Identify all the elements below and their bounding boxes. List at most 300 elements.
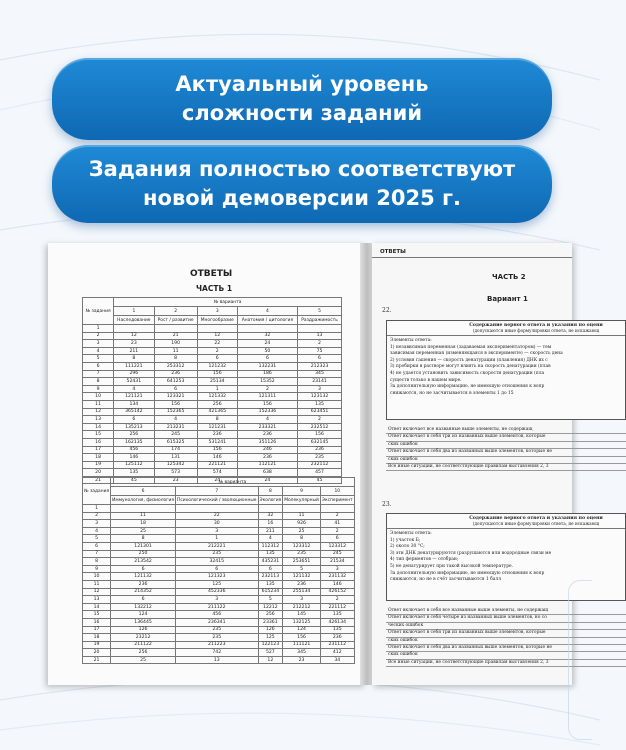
table-cell: 345 [298,370,342,378]
table-cell: 3 [283,596,321,604]
table-row [83,325,342,333]
variant-name: Психологический / эволюционные [177,497,257,503]
table-cell: 232113 [258,573,283,581]
table-cell: 255134 [283,588,321,596]
table-cell: 1 [83,325,114,333]
banner-line: новой демоверсии 2025 г. [143,186,461,210]
table-cell: 641253 [154,378,197,386]
table-cell: 4 [83,527,111,535]
table-cell: 211 [258,527,283,535]
table-cell: 233321 [237,423,297,431]
table-cell: 121132 [283,573,321,581]
table-row [83,527,355,535]
table-row [83,355,342,363]
open-book [48,243,603,685]
table-cell: 135213 [114,423,154,431]
table-row [83,580,355,588]
table-cell: 14 [83,603,111,611]
table-row [83,431,342,439]
table-cell: 253312 [154,362,197,370]
table-cell: 23 [114,340,154,348]
answer-element-line: 3) эти ДНК денатурируются (разрушаются или водородные связи ме [390,550,552,556]
table-cell: 8 [114,355,154,363]
table-cell: 10 [83,573,111,581]
variant-name: Наследование [114,316,154,325]
group-header: № варианта [111,478,355,487]
table-cell: 8 [111,535,176,543]
criteria-line: Ответ включает в себя все названные выше элементы, не содержащ [386,608,626,615]
right-page [372,243,603,685]
table-cell: 6 [197,355,237,363]
table-cell: 121301 [111,542,176,550]
banner-line: сложности заданий [181,101,423,125]
table-cell: 125342 [154,461,197,469]
table-cell: 13 [298,332,342,340]
table-cell: 221112 [320,603,354,611]
table-cell: 2 [298,416,342,424]
table-cell: 45 [298,476,342,484]
table-cell: 146 [320,580,354,588]
table-row [83,618,355,626]
table-cell: 121311 [237,393,297,401]
table-cell: 22 [176,512,258,520]
table-cell: 25 [283,527,321,535]
criteria-line: Ответ включает в себя два из названных выше элементов, которые не [386,449,626,456]
table-cell: 236 [197,431,237,439]
table-cell: 156 [283,634,321,642]
table-cell: 16 [258,520,283,528]
table-cell: 426134 [320,618,354,626]
table-cell: 15 [83,431,114,439]
table-cell: 132212 [111,603,176,611]
row-header: № задания [83,478,111,505]
variant-number: 4 [237,307,297,316]
table-cell: 2 [320,527,354,535]
table-cell: 4 [154,416,197,424]
table-cell: 365142 [114,408,154,416]
table-cell: 212212 [283,603,321,611]
box-subtitle: (допускаются иные формулировки ответа, не искажающ [387,521,625,529]
table-cell: 632145 [298,438,342,446]
table-cell: 9 [83,565,111,573]
table-cell: 211223 [176,641,258,649]
answer-element-line: снижаются, но не засчитывается в элементы 1 до 15 [390,390,514,396]
table-cell: 231132 [320,573,354,581]
table-cell: 6 [154,385,197,393]
table-cell: 235 [176,550,258,558]
table-cell: 122123 [258,641,283,649]
table-cell: 12212 [258,603,283,611]
table-row [83,626,355,634]
table-cell [114,325,154,333]
variant-name: Рост / развитие [154,316,197,325]
table-cell: 296 [114,370,154,378]
table-cell: 124 [283,626,321,634]
table-cell: 23361 [258,618,283,626]
criteria-line: ских ошибок [386,457,626,464]
answers-table-part2 [82,477,355,664]
table-row [83,408,342,416]
table-cell: 11 [154,347,197,355]
table-row [83,535,355,543]
variant-number: 7 [176,487,258,496]
table-cell: 132231 [237,362,297,370]
criteria-line: Ответ включает в себя два из названных выше элементов, которые не [386,645,626,652]
table-cell: 235 [176,634,258,642]
table-cell [258,505,283,513]
background-decoration [568,580,592,740]
table-cell: 345 [283,649,321,657]
table-row [83,641,355,649]
table-cell: 256 [114,431,154,439]
table-cell: 3 [176,527,258,535]
table-cell: 3 [83,340,114,348]
part2-title: ЧАСТЬ 2 [492,273,526,281]
table-row [83,393,342,401]
table-row [83,573,355,581]
table-cell: 531241 [197,438,237,446]
variant-number: 2 [154,307,197,316]
table-cell: 15352 [237,378,297,386]
table-cell: 8 [283,535,321,543]
criteria-line: Ответ включает все названные выше элементы, не содержащ [386,427,626,434]
table-cell: 16 [83,618,111,626]
table-cell: 156 [298,431,342,439]
table-cell: 236 [237,454,297,462]
variant-number: 6 [111,487,176,496]
criteria-line: Ответ включает в себя три из названных выше элементов, которые [386,630,626,637]
variant-name: Многообразие [197,316,237,325]
table-row [83,520,355,528]
table-cell: 236 [298,446,342,454]
table-cell: 236 [283,580,321,588]
table-cell: 15 [83,611,111,619]
table-row [83,565,355,573]
table-cell: 250 [111,550,176,558]
table-row [83,461,342,469]
table-cell: 75 [298,347,342,355]
table-cell: 2 [237,385,297,393]
table-row [83,416,342,424]
table-row [83,347,342,355]
table-row [83,332,342,340]
answer-element-line: Элементы ответа: [390,338,432,343]
table-row [83,362,342,370]
table-row [83,340,342,348]
table-cell: 19 [83,641,111,649]
criteria-line: Все иные ситуации, не соответствующие правилам выставления 2, 3 [386,464,626,471]
table-cell: 16 [83,438,114,446]
table-cell: 9 [83,385,114,393]
variant-number: 3 [197,307,237,316]
table-cell: 211 [114,347,154,355]
table-row [83,400,342,408]
table-row [83,588,355,596]
table-cell: 7 [83,550,111,558]
table-cell: 111121 [283,641,321,649]
table-cell: 232112 [298,461,342,469]
table-cell: 21 [154,332,197,340]
table-row [83,512,355,520]
table-cell: 5 [83,355,114,363]
table-cell: 121232 [197,362,237,370]
table-cell: 126 [111,626,176,634]
table-cell: 14 [83,423,114,431]
table-cell: 235 [176,626,258,634]
table-cell: 3 [176,596,258,604]
table-cell: 111221 [114,362,154,370]
table-cell: 246 [237,446,297,454]
table-cell: 21 [83,476,114,484]
table-cell: 135 [258,580,283,588]
table-cell [197,325,237,333]
table-cell: 236 [111,580,176,588]
table-cell: 121132 [111,573,176,581]
answer-element-line: 2) условия гашения — скорость денатурации (плавления) ДНК их с [390,357,548,363]
table-cell: 135 [320,626,354,634]
table-cell: 25 [111,527,176,535]
table-cell: 4 [83,347,114,355]
table-cell: 146 [197,454,237,462]
table-cell [283,505,321,513]
table-cell: 231112 [320,641,354,649]
table-cell: 245 [154,431,197,439]
table-cell: 135 [114,469,154,477]
table-row [83,596,355,604]
table-cell: 135 [320,611,354,619]
table-cell: 6 [176,565,258,573]
criteria-line: ских ошибок [386,442,626,449]
answer-element-line: За дополнительную информацию, не имеющую отношения к вопр [390,570,545,576]
table-cell: 123312 [283,542,321,550]
right-header: ОТВЕТЫ [380,249,406,255]
table-cell: 21 [83,656,111,664]
table-cell: 22 [197,340,237,348]
answer-element-line: 2) около 30 °С; [390,544,425,550]
table-cell: 23 [154,476,197,484]
table-cell: 742 [176,649,258,657]
table-cell: 125 [258,634,283,642]
table-cell: 24 [237,340,297,348]
table-cell: 235 [283,550,321,558]
table-cell: 156 [237,400,297,408]
table-cell: 45 [114,476,154,484]
table-cell: 23212 [111,634,176,642]
table-cell: 124 [111,611,176,619]
table-cell: 25 [111,656,176,664]
answer-element-line: существ только в нашем мире. [390,377,462,383]
table-cell: 573 [154,469,197,477]
table-row [83,423,342,431]
table-cell: 21534 [320,558,354,566]
table-cell: 121121 [114,393,154,401]
answer-element-line: 4) тип ферментов — отобран; [390,557,459,563]
table-cell: 236 [154,370,197,378]
table-row [83,438,342,446]
table-cell: 5 [283,565,321,573]
table-cell: 2 [320,512,354,520]
table-cell: 125112 [114,461,154,469]
table-cell: 615325 [154,438,197,446]
table-cell: 245 [320,550,354,558]
table-cell: 256 [111,649,176,657]
table-cell: 926 [283,520,321,528]
table-cell: 24 [237,476,297,484]
table-cell: 457 [298,469,342,477]
table-cell: 18 [83,634,111,642]
table-cell: 121231 [197,423,237,431]
table-cell: 211122 [176,603,258,611]
table-cell: 6 [320,535,354,543]
table-cell: 52431 [114,378,154,386]
table-cell: 23 [283,656,321,664]
banner-line: Актуальный уровень [175,72,429,96]
table-cell [154,325,197,333]
variant-name: Молекулярный [284,497,319,503]
table-row [83,634,355,642]
table-cell: 253651 [283,558,321,566]
table-cell: 19 [83,461,114,469]
table-cell: 152365 [154,408,197,416]
table-cell: 2 [197,347,237,355]
table-cell: 10 [83,393,114,401]
table-cell: 8 [83,378,114,386]
table-cell: 574 [197,469,237,477]
variant-number: 1 [114,307,154,316]
variant-name: Раздражимость [298,316,342,325]
answer-element-line: 4) не удается установить зависимость скорости денатурации (пла [390,370,545,376]
table-cell: 162135 [114,438,154,446]
table-cell: 123312 [320,542,354,550]
table-cell: 126 [258,626,283,634]
table-cell: 121332 [197,393,237,401]
answer-element-line: 3) пробирки в растворе могут влиять на скорость денатурации (плав [390,364,551,370]
table-cell: 456 [114,446,154,454]
table-cell: 18 [83,454,114,462]
table-cell: 5 [258,596,283,604]
table-cell: 6 [83,362,114,370]
variant-name: Анатомия / цитология [237,316,297,325]
table-cell: 4 [237,416,297,424]
table-cell: 20 [83,469,114,477]
answer-element-line: 5) не денатурирует при такой высокой температуре. [390,563,514,569]
variant-number: 5 [298,307,342,316]
criteria-line: ских ошибок [386,652,626,659]
table-cell: 6 [114,416,154,424]
variant-name: Эксперимент [321,497,353,503]
row-header: № задания [83,298,114,325]
table-cell: 12 [197,332,237,340]
criteria-line: Ответ включает в себя три из названных выше элементов, которые [386,434,626,441]
table-cell: 125 [176,580,258,588]
table-cell: 456 [176,611,258,619]
table-row [83,550,355,558]
table-cell: 50 [237,347,297,355]
table-cell: 13 [83,596,111,604]
table-cell: 41 [320,520,354,528]
table-cell: 7 [83,370,114,378]
table-cell: 12 [83,408,114,416]
table-cell: 134 [114,400,154,408]
variant-number: 10 [320,487,354,496]
table-cell: 11 [83,580,111,588]
table-row [83,558,355,566]
table-cell: 6 [83,542,111,550]
table-cell: 421365 [197,408,237,416]
table-cell: 12 [114,332,154,340]
table-cell: 17 [83,626,111,634]
table-cell: 152336 [237,408,297,416]
table-cell: 3 [298,385,342,393]
table-cell: 412 [320,649,354,657]
answer-element-line: За дополнительную информацию, не имеющую отношения к вопр [390,384,545,390]
table-cell [111,505,176,513]
table-cell: 121323 [176,573,258,581]
table-cell: 2 [320,596,354,604]
table-cell: 20 [83,649,111,657]
table-cell: 6 [298,355,342,363]
table-cell: 256 [197,400,237,408]
table-cell: 211122 [111,641,176,649]
table-cell: 12 [258,656,283,664]
table-cell: 4 [258,535,283,543]
criteria-line: Ответ включает в себя четыре из названных выше элементов, но со [386,615,626,622]
box-subtitle: (допускаются иные формулировки ответа, не искажающ [387,328,625,336]
criteria-line: ческих ошибок [386,623,626,630]
table-row [83,603,355,611]
table-cell: 221121 [197,461,237,469]
answers-title: ОТВЕТЫ [190,269,233,279]
table-cell: 123132 [298,393,342,401]
table-cell: 212221 [176,542,258,550]
table-cell: 623451 [298,408,342,416]
table-cell: 5 [83,535,111,543]
table-cell: 213542 [111,558,176,566]
table-cell: 1 [176,535,258,543]
table-cell [176,505,258,513]
table-cell: 527 [258,649,283,657]
answers-table-part1 [82,297,342,484]
table-cell: 256 [258,611,283,619]
table-cell: 34 [320,656,354,664]
table-cell: 212323 [298,362,342,370]
group-header: № варианта [114,298,342,307]
table-cell: 18 [111,520,176,528]
table-row [83,370,342,378]
answer-element-line: снижаются, но не в счёт засчитываются 1 балл [390,577,501,583]
table-cell: 190 [154,340,197,348]
table-cell: 4 [114,385,154,393]
criteria-line: ских ошибок [386,638,626,645]
table-cell: 615234 [258,588,283,596]
table-cell: 136445 [111,618,176,626]
table-row [83,378,342,386]
answer-element-line: 1) независимая переменная (задаваемая экспериментатором) — тем [390,344,552,350]
table-cell: 25134 [197,378,237,386]
answer-element-line: Элементы ответа: [390,531,432,536]
variant-number: 9 [283,487,321,496]
table-cell: 131 [154,454,197,462]
table-cell: 24 [197,476,237,484]
answer-element-line: зависимая переменная (изменяющаяся в эксперименте) — скорость дена [390,351,563,357]
table-cell: 235 [298,454,342,462]
variant-number: 8 [258,487,283,496]
table-cell: 3 [320,565,354,573]
table-cell: 426152 [320,588,354,596]
table-cell: 236 [237,431,297,439]
table-cell: 123321 [154,393,197,401]
left-page [48,243,366,685]
